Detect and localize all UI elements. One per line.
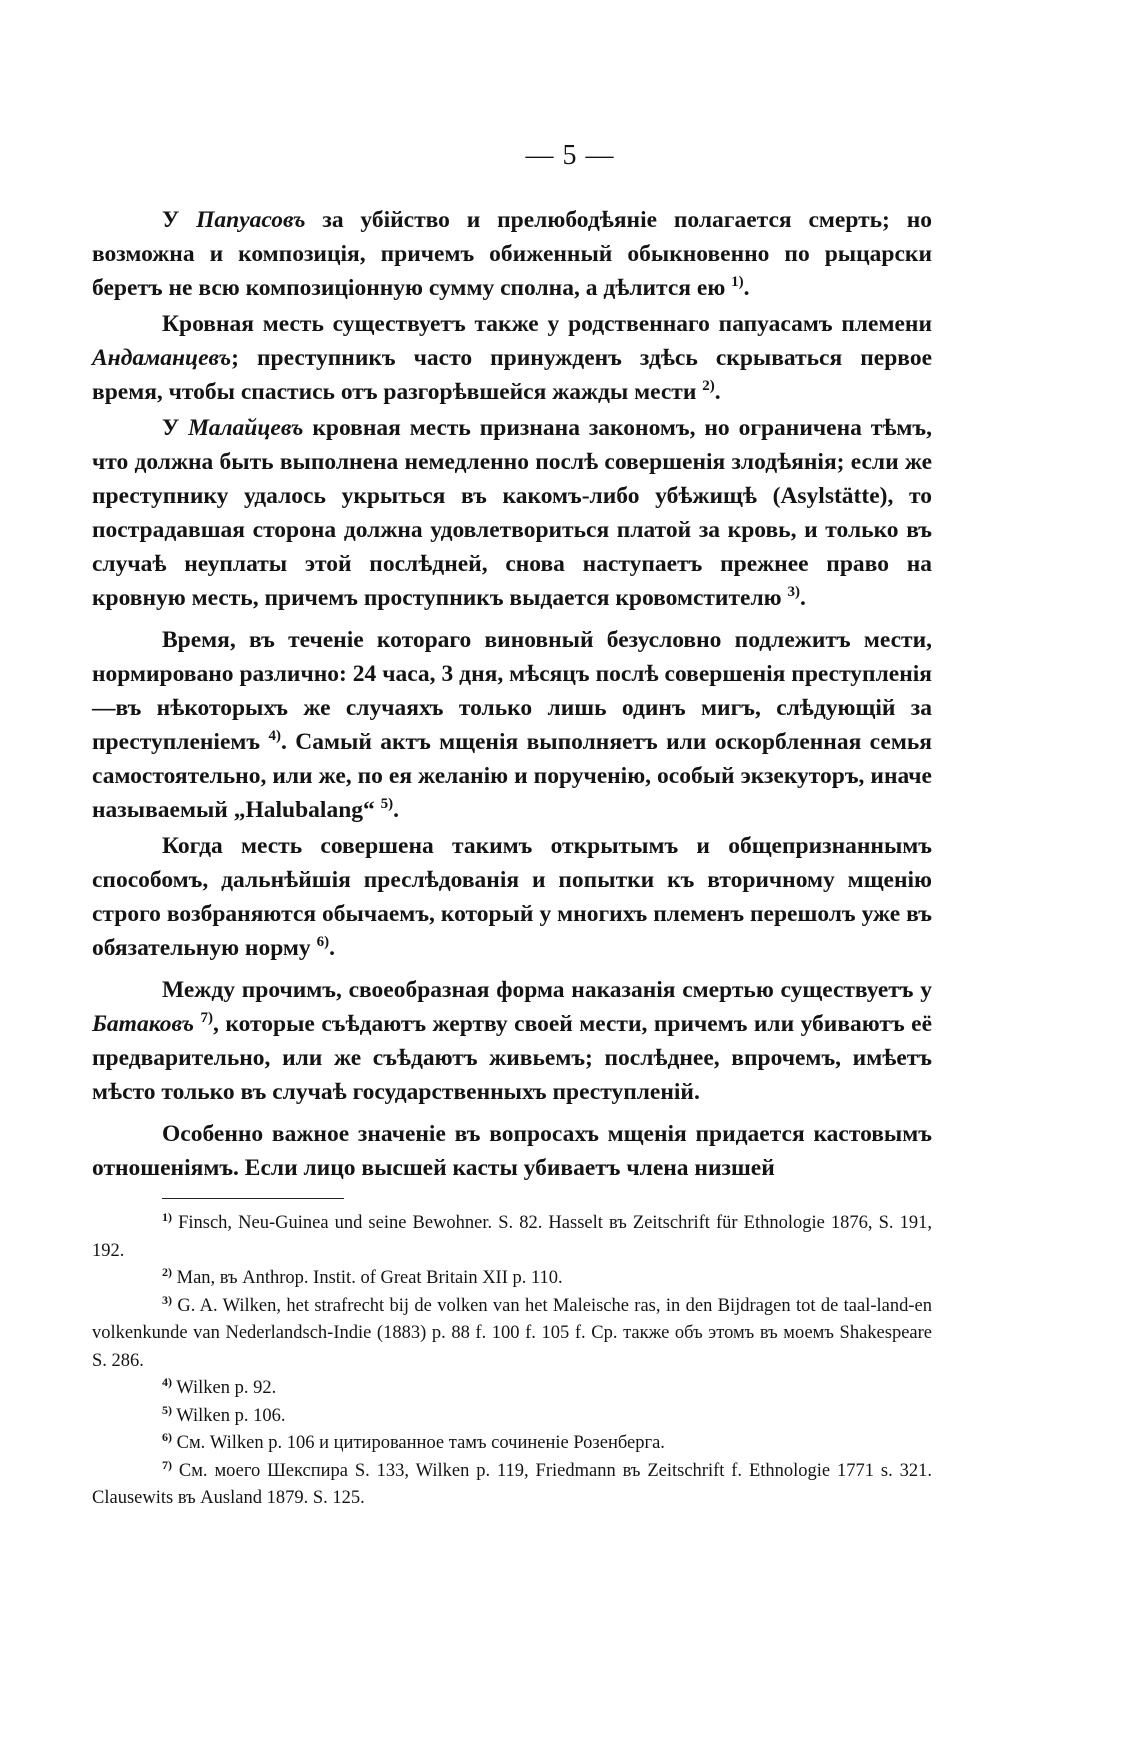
text-run: . Самый актъ мщенія выполняетъ или оскорбленная семья самостоятельно, или же, по ея желанію и порученію, особый экзекуторъ, иначе называемый „Halubalang“ [92, 729, 932, 823]
footnote [92, 1375, 932, 1403]
footnote-text: G. A. Wilken, het strafrecht bij de volken van het Maleische ras, in den Bijdragen tot de taal-land-en volkenkunde van Nederlandsch-Indie (1883) p. 88 f. 100 f. 105 f. Ср. также объ этомъ въ моемъ Shakespeare S. 286. [92, 1295, 933, 1371]
paragraph [92, 411, 932, 615]
footnote-mark: 6) [162, 1429, 172, 1444]
footnote-text: Finsch, Neu-Guinea und seine Bewohner. S. 82. Hasselt въ Zeitschrift für Ethnologie 1876, S. 191, 192. [92, 1213, 932, 1261]
footnotes [92, 1210, 932, 1513]
footnote-text: Wilken p. 106. [176, 1405, 286, 1426]
text-run: Особенно важное значеніе въ вопросахъ мщенія придается кастовымъ отношеніямъ. Если лицо высшей касты убиваетъ члена низшей [92, 1121, 932, 1181]
footnote-mark: 3) [162, 1292, 172, 1307]
text-run: Между прочимъ, своеобразная форма наказанія смертью существуетъ у [162, 977, 932, 1003]
emphasized-term: Андаманцевъ [92, 345, 232, 371]
text-run: . [329, 935, 335, 961]
footnote-ref: 7) [200, 1010, 214, 1027]
text-run: Время, въ теченіе котораго виновный безусловно подлежитъ мести, нормировано различно: 24 часа, 3 дня, мѣсяцъ послѣ совершенія преступленія—въ нѣкоторыхъ же случаяхъ только лишь одинъ мигъ, слѣдующій за преступленіемъ [92, 627, 932, 755]
emphasized-term: Батаковъ [92, 1011, 195, 1037]
footnote-ref: 5) [380, 796, 394, 813]
footnote-mark: 2) [162, 1264, 172, 1279]
text-run: Кровная месть существуетъ также у родственнаго папуасамъ племени [162, 311, 932, 337]
footnote-mark: 1) [162, 1209, 172, 1224]
footnote-mark: 4) [162, 1374, 172, 1389]
footnote [92, 1430, 932, 1458]
footnote [92, 1403, 932, 1431]
footnote-mark: 5) [162, 1402, 172, 1417]
text-run: . [393, 797, 400, 823]
paragraph [92, 1117, 932, 1185]
text-run: У [162, 415, 189, 441]
footnote-ref: 1) [731, 274, 744, 291]
footnote [92, 1293, 932, 1376]
text-run: . [799, 585, 806, 611]
page-number: — 5 — [525, 140, 615, 171]
paragraph [92, 307, 932, 409]
emphasized-term: Папуасовъ [196, 207, 306, 233]
footnote-ref: 4) [268, 728, 281, 745]
text-run: ; преступникъ часто принужденъ здѣсь скрываться первое время, чтобы спастись отъ разгорѣвшейся жажды мести [92, 345, 932, 405]
text-run: У [162, 207, 197, 233]
text-run: , которые съѣдаютъ жертву своей мести, причемъ или убиваютъ её предварительно, или же съѣдаютъ живьемъ; послѣднее, впрочемъ, имѣетъ мѣсто только въ случаѣ государственныхъ преступленій. [92, 1011, 932, 1105]
paragraph [92, 973, 932, 1109]
footnote-mark: 7) [162, 1457, 172, 1472]
footnote-ref: 3) [787, 584, 800, 601]
footnote [92, 1265, 932, 1293]
footnote-separator [162, 1198, 344, 1199]
text-run: . [714, 379, 721, 405]
text-run: Когда месть совершена такимъ открытымъ и общепризнаннымъ способомъ, дальнѣйшія преслѣдованія и попытки къ вторичному мщенію строго возбраняются обычаемъ, который у многихъ племенъ перешолъ уже въ обязательную норму [92, 833, 932, 961]
text-run: . [743, 275, 750, 301]
footnote-text: Wilken p. 92. [176, 1378, 277, 1398]
footnote [92, 1458, 932, 1513]
emphasized-term: Малайцевъ [188, 415, 304, 441]
footnote [92, 1210, 932, 1265]
footnote-ref: 6) [316, 934, 330, 951]
footnote-text: Man, въ Anthrop. Instit. of Great Britain XII p. 110. [176, 1268, 563, 1288]
text-run: за убійство и прелюбодѣяніе полагается смерть; но возможна и композиція, причемъ обиженный обыкновенно по рыцарски беретъ не всю композиціонную сумму сполна, а дѣлится ею [92, 207, 932, 301]
footnote-text: См. моего Шекспира S. 133, Wilken p. 119, Friedmann въ Zeitschrift f. Ethnologie 1771 s. 321. Clausewits въ Ausland 1879. S. 125. [92, 1460, 932, 1508]
text-run: кровная месть признана закономъ, но ограничена тѣмъ, что должна быть выполнена немедленно послѣ совершенія злодѣянія; если же преступнику удалось укрыться въ какомъ-либо убѣжищѣ (Asylstätte), то пострадавшая сторона должна удовлетвориться платой за кровь, и только въ случаѣ неуплаты этой послѣдней, снова наступаетъ прежнее право на кровную месть, причемъ проступникъ выдается кровомстителю [92, 415, 933, 611]
footnote-ref: 2) [702, 378, 715, 395]
footnote-text: См. Wilken p. 106 и цитированное тамъ сочиненіе Розенберга. [176, 1433, 665, 1453]
paragraph [92, 203, 932, 305]
paragraph [92, 829, 932, 965]
paragraph [92, 623, 932, 827]
main-text [92, 203, 932, 1187]
